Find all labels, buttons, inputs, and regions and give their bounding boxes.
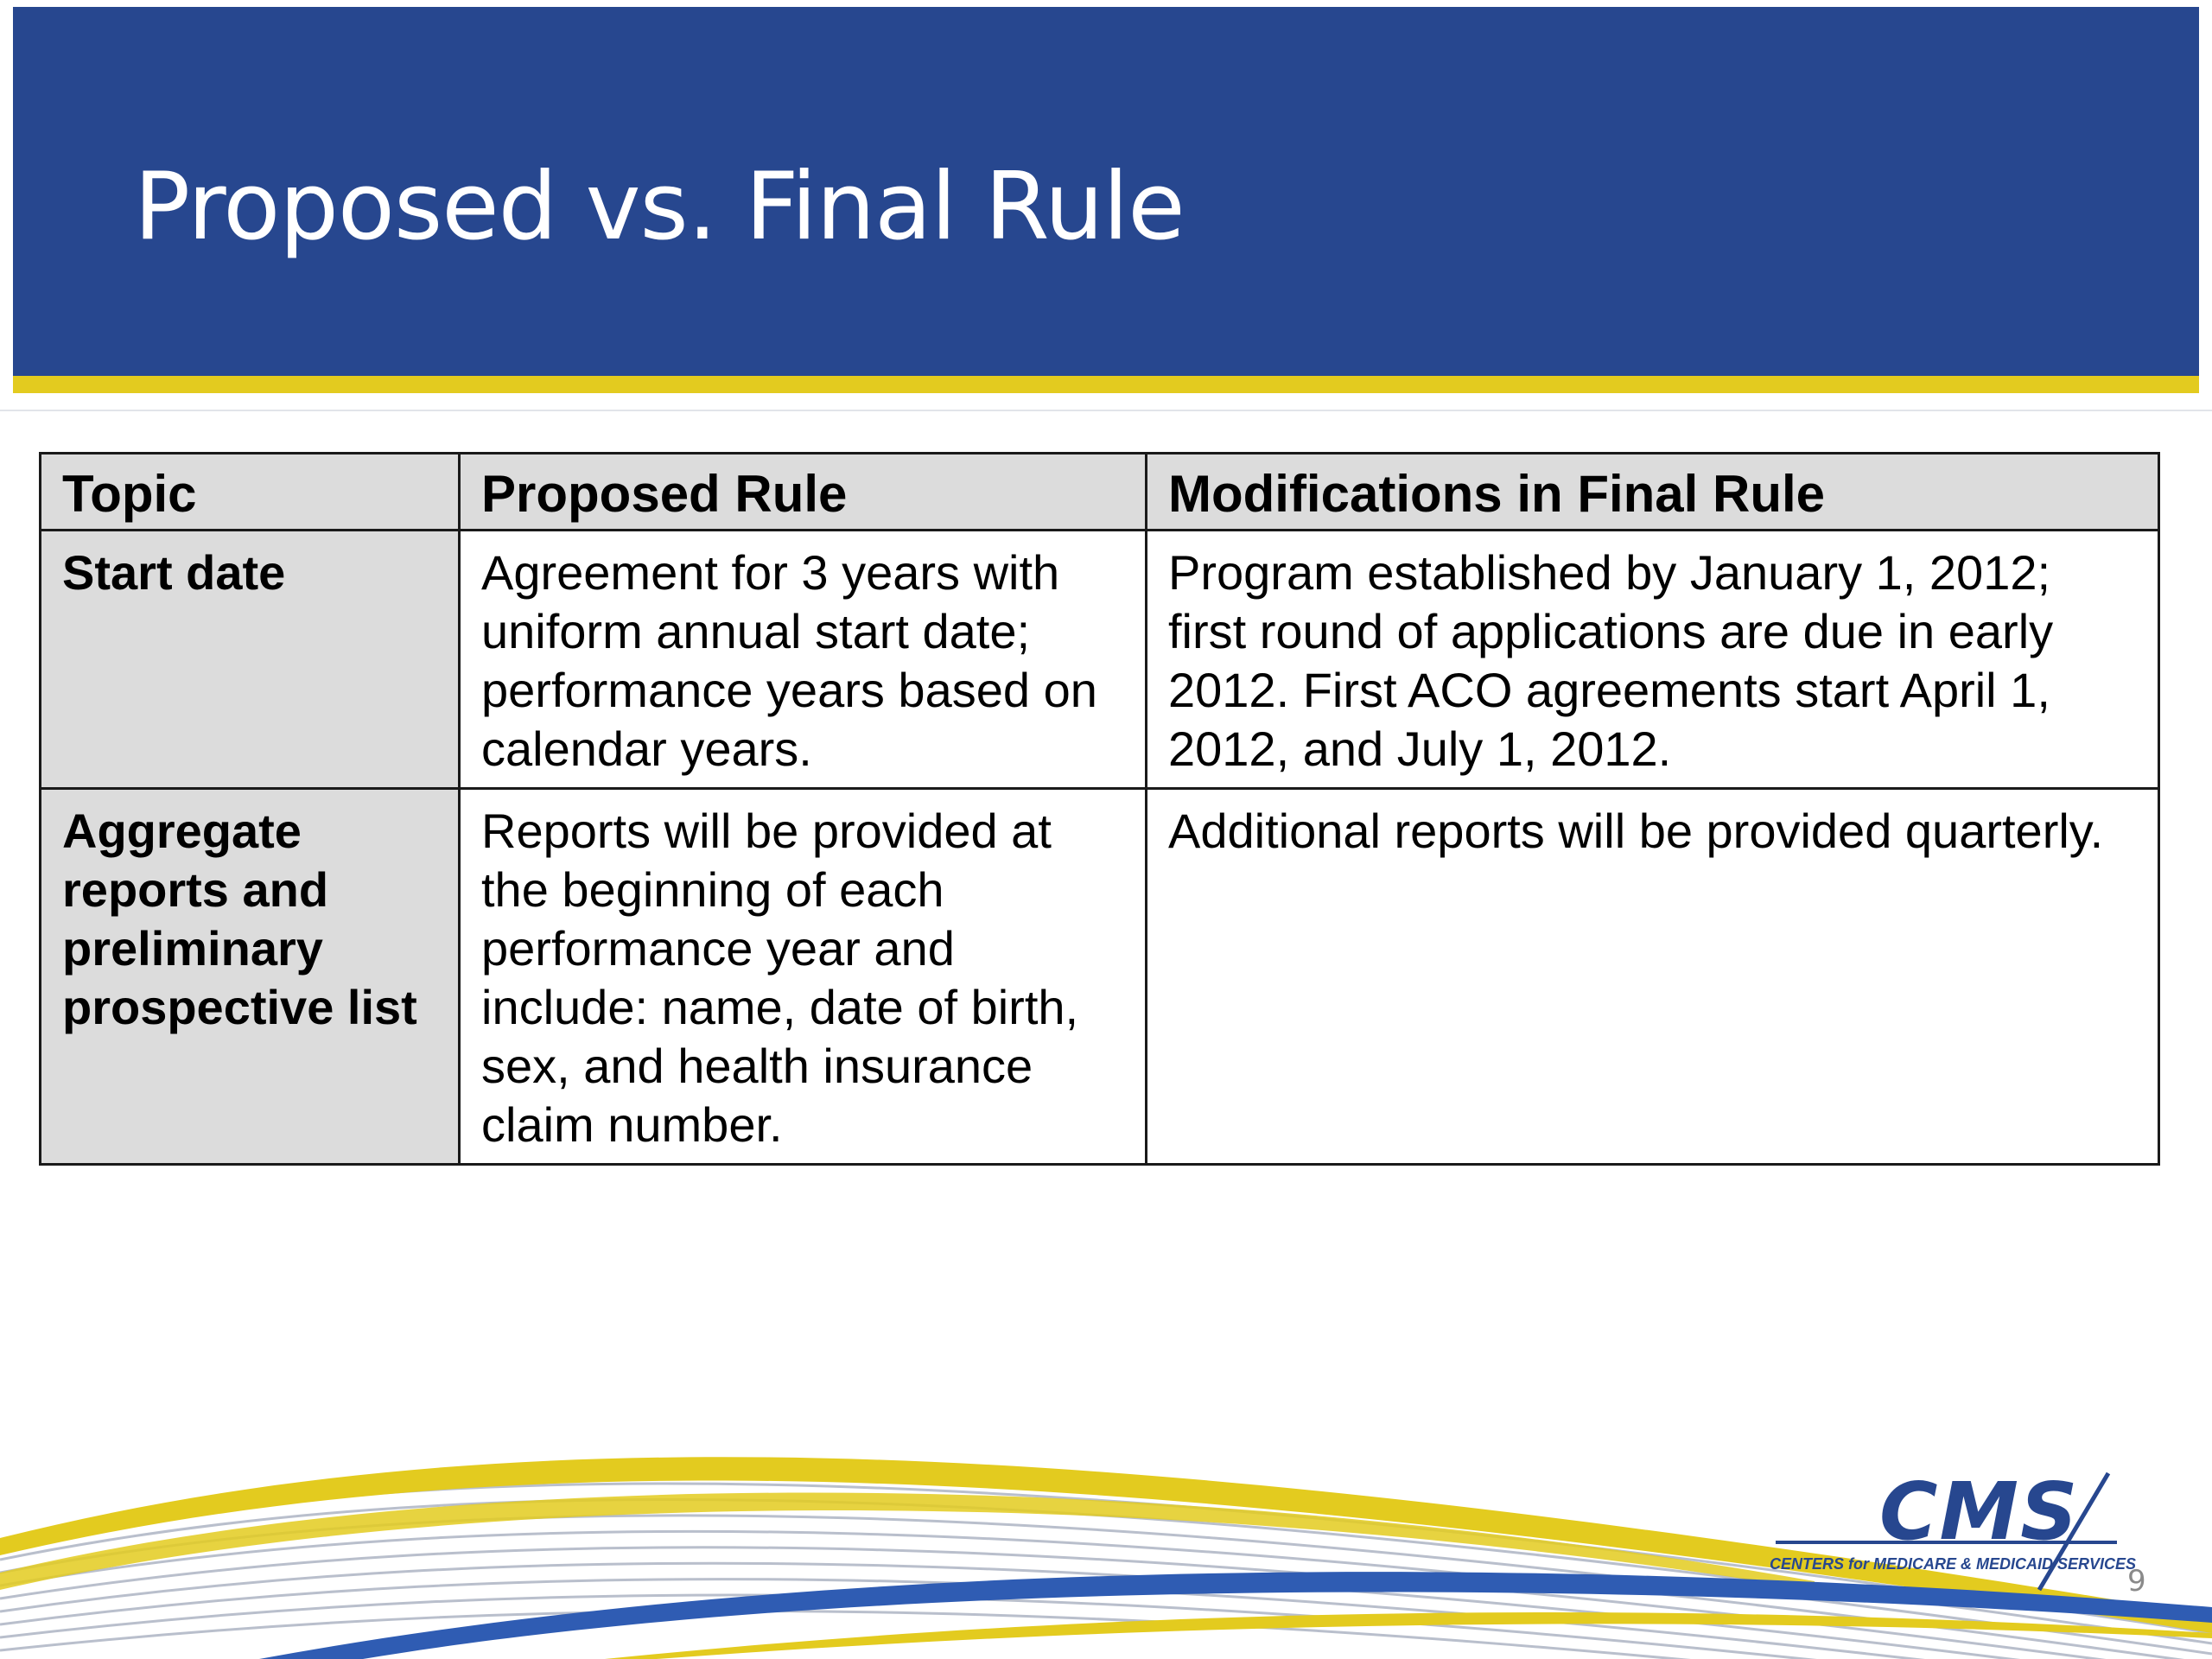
cms-wordmark: CMS [1879, 1465, 2080, 1558]
gold-accent-bar [13, 376, 2199, 393]
row-proposed: Agreement for 3 years with uniform annual start date; performance years based on calendar years. [460, 531, 1147, 789]
row-proposed: Reports will be provided at the beginning of each performance year and include: name, date of birth, sex, and health insurance claim number. [460, 789, 1147, 1165]
cms-subtitle: CENTERS for MEDICARE & MEDICAID SERVICES [1770, 1555, 2137, 1573]
table-row [41, 531, 2159, 789]
row-final: Program established by January 1, 2012; first round of applications are due in early 2012. First ACO agreements start April 1, 2012, and July 1, 2012. [1147, 531, 2159, 789]
header-topic: Topic [41, 454, 460, 531]
slide-title: Proposed vs. Final Rule [134, 153, 1185, 261]
header-proposed-rule: Proposed Rule [460, 454, 1147, 531]
row-topic: Aggregate reports and preliminary prospective list [41, 789, 460, 1165]
page-number: 9 [2127, 1564, 2146, 1599]
table-header-row [41, 454, 2159, 531]
row-final: Additional reports will be provided quarterly. [1147, 789, 2159, 1165]
comparison-table [39, 452, 2160, 1166]
header-final-rule: Modifications in Final Rule [1147, 454, 2159, 531]
table-row [41, 789, 2159, 1165]
divider-line [0, 410, 2212, 411]
title-banner [13, 7, 2199, 376]
row-topic: Start date [41, 531, 460, 789]
